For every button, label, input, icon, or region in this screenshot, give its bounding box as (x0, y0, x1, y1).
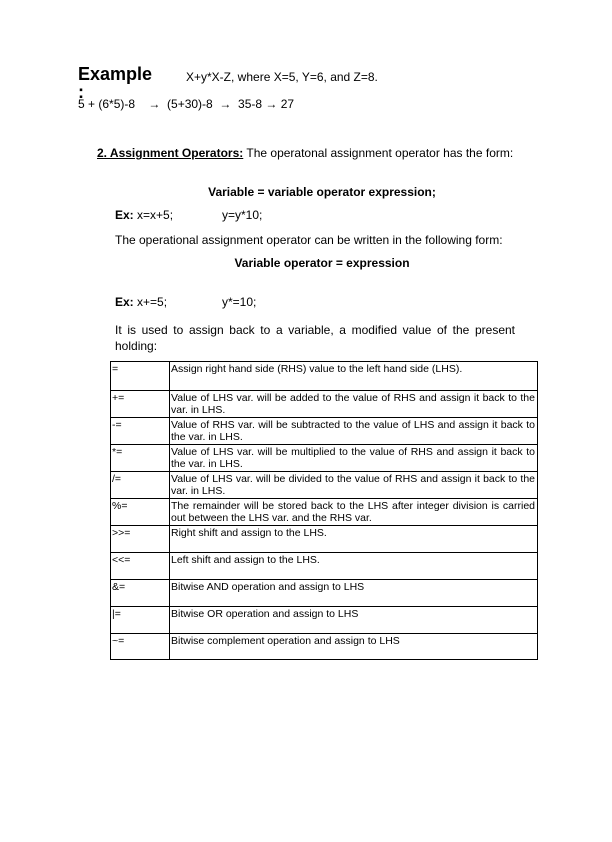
operator-description: Bitwise OR operation and assign to LHS (170, 607, 538, 634)
operator-row (111, 580, 538, 607)
operator-description: Bitwise complement operation and assign to LHS (170, 634, 538, 660)
operator-symbol: *= (111, 445, 170, 472)
operator-row (111, 391, 538, 418)
example-heading: Example (78, 64, 153, 84)
syntax-line: Variable = variable operator expression; (208, 185, 436, 199)
usage-text: It is used to assign back to a variable, a modified value of the present holding: (115, 323, 515, 353)
operator-row (111, 526, 538, 553)
example-steps: 5 + (6*5)-8 → (5+30)-8 → 35-8 → 27 (78, 97, 295, 111)
operator-description: Value of LHS var. will be divided to the value of RHS and assign it back to the var. in LHS. (170, 472, 538, 499)
operator-symbol: /= (111, 472, 170, 499)
section-intro: The operatonal assignment operator has the form: (243, 146, 514, 160)
operator-row (111, 362, 538, 391)
operator-row (111, 418, 538, 445)
section-title: 2. Assignment Operators: (97, 146, 244, 160)
ex1-b: y=y*10; (222, 208, 263, 222)
operator-row (111, 445, 538, 472)
operator-description: Assign right hand side (RHS) value to the left hand side (LHS). (170, 362, 538, 391)
operator-description: Value of LHS var. will be added to the value of RHS and assign it back to the var. in LHS. (170, 391, 538, 418)
ex2-b: y*=10; (222, 295, 257, 309)
operator-symbol: &= (111, 580, 170, 607)
assignment-section-heading (97, 145, 517, 161)
ex2-a: x+=5; (133, 295, 168, 309)
operator-symbol: -= (111, 418, 170, 445)
example-colon: : (78, 82, 84, 102)
example-1 (115, 208, 173, 222)
operator-description: Bitwise AND operation and assign to LHS (170, 580, 538, 607)
ex1-a: x=x+5; (133, 208, 174, 222)
operator-row (111, 499, 538, 526)
operator-symbol: >>= (111, 526, 170, 553)
operator-description: Left shift and assign to the LHS. (170, 553, 538, 580)
operators-table (110, 361, 538, 660)
operator-description: Value of LHS var. will be multiplied to the value of RHS and assign it back to the var. in LHS. (170, 445, 538, 472)
operator-row (111, 553, 538, 580)
operator-row (111, 472, 538, 499)
ex2-label: Ex: (115, 295, 134, 309)
form-text: The operational assignment operator can be written in the following form: (115, 233, 503, 247)
operator-description: Value of RHS var. will be subtracted to the value of LHS and assign it back to the var. in LHS. (170, 418, 538, 445)
operator-description: The remainder will be stored back to the LHS after integer division is carried out between the LHS var. and the RHS var. (170, 499, 538, 526)
operator-row (111, 634, 538, 660)
operator-symbol: = (111, 362, 170, 391)
ex1-label: Ex: (115, 208, 134, 222)
operator-row (111, 607, 538, 634)
operator-symbol: += (111, 391, 170, 418)
operator-symbol: ~= (111, 634, 170, 660)
operator-symbol: %= (111, 499, 170, 526)
form-syntax: Variable operator = expression (234, 256, 410, 270)
operator-symbol: <<= (111, 553, 170, 580)
example-expression: X+y*X-Z, where X=5, Y=6, and Z=8. (186, 70, 378, 84)
operator-symbol: |= (111, 607, 170, 634)
operator-description: Right shift and assign to the LHS. (170, 526, 538, 553)
example-2 (115, 295, 167, 309)
